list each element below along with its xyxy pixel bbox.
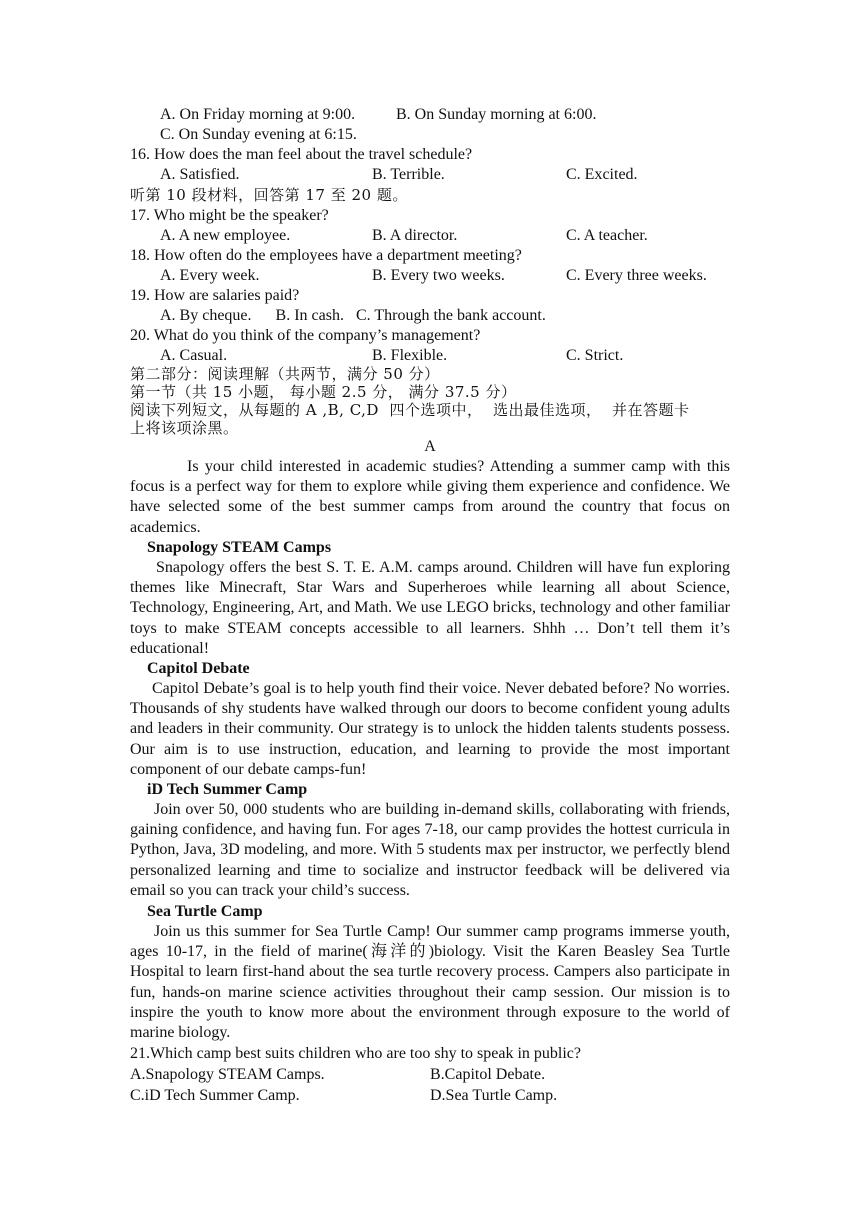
camp-heading-id-tech: iD Tech Summer Camp: [147, 781, 308, 798]
camp-heading-capitol-debate: Capitol Debate: [147, 660, 250, 677]
q16-option-a: A. Satisfied.: [160, 166, 240, 183]
part-2-heading: 第二部分：阅读理解（共两节，满分 50 分）: [130, 365, 440, 383]
q17-option-b: B. A director.: [372, 227, 458, 244]
q21-stem: 21.Which camp best suits children who are too shy to speak in public?: [130, 1045, 582, 1062]
camp-text-id-tech: Join over 50, 000 students who are building in-demand skills, collaborating with friends, gaining confidence, and having fun. For ages 7-18, our camp provides the hottest curricula in Python, Java, 3D modeling, and more. With 5 students max per instructor, we perfectly blend personalized learning and time to socialize and instructor feedback will be delivered via email so you can track your child’s success.: [130, 801, 730, 899]
q15-option-row-1: [160, 105, 597, 125]
q21-option-a: A.Snapology STEAM Camps.: [130, 1066, 325, 1083]
passage-label: A: [424, 438, 436, 455]
q16-option-b: B. Terrible.: [372, 166, 445, 183]
q20-stem: 20. What do you think of the company’s management?: [130, 327, 481, 344]
q20-option-c: C. Strict.: [566, 347, 624, 364]
q20-option-a: A. Casual.: [160, 347, 228, 364]
passage-intro: Is your child interested in academic studies? Attending a summer camp with this focus is a perfect way for them to explore while giving them experience and confidence. We have selected some of the best summer camps from around the country that focus on academics.: [130, 458, 730, 536]
reading-instruction-line-2: 上将该项涂黑。: [130, 419, 239, 437]
q20-option-b: B. Flexible.: [372, 347, 448, 364]
q16-option-c: C. Excited.: [566, 166, 638, 183]
q18-option-a: A. Every week.: [160, 267, 260, 284]
q15-option-c: C. On Sunday evening at 6:15.: [160, 126, 357, 143]
camp-text-sea-turtle: Join us this summer for Sea Turtle Camp! Our summer camp programs immerse youth, ages 10-17, in the field of marine(海洋的)biology. Visit the Karen Beasley Sea Turtle Hospital to learn first-hand about the sea turtle recovery process. Campers also participate in fun, hands-on marine science activities throughout their camp session. Our mission is to inspire the youth to know more about the environment through exposure to the world of marine biology.: [130, 923, 730, 1042]
q15-option-b: B. On Sunday morning at 6:00.: [396, 106, 597, 123]
camp-heading-snapology: Snapology STEAM Camps: [147, 539, 332, 556]
section-10-instruction: 听第 10 段材料，回答第 17 至 20 题。: [130, 186, 408, 204]
q18-option-c: C. Every three weeks.: [566, 267, 707, 284]
q21-option-c: C.iD Tech Summer Camp.: [130, 1087, 300, 1104]
q15-option-a: A. On Friday morning at 9:00.: [160, 106, 356, 123]
section-1-heading: 第一节（共 15 小题， 每小题 2.5 分， 满分 37.5 分）: [130, 383, 517, 401]
camp-heading-sea-turtle: Sea Turtle Camp: [147, 903, 263, 920]
q21-option-d: D.Sea Turtle Camp.: [430, 1087, 558, 1104]
q17-option-c: C. A teacher.: [566, 227, 648, 244]
q21-option-b: B.Capitol Debate.: [430, 1066, 546, 1083]
q18-option-b: B. Every two weeks.: [372, 267, 505, 284]
q17-option-a: A. A new employee.: [160, 227, 291, 244]
reading-instruction-line-1: 阅读下列短文，从每题的 A ,B, C,D 四个选项中， 选出最佳选项， 并在答题卡: [130, 401, 690, 419]
q19-stem: 19. How are salaries paid?: [130, 287, 300, 304]
camp-text-capitol-debate: Capitol Debate’s goal is to help youth find their voice. Never debated before? No worries. Thousands of shy students have walked through our doors to become confident young adults and leaders in their community. Our strategy is to unlock the hidden talents students possess. Our aim is to use instruction, education, and learning to provide the most important component of our debate camps-fun!: [130, 680, 730, 778]
q17-stem: 17. Who might be the speaker?: [130, 207, 329, 224]
q16-stem: 16. How does the man feel about the travel schedule?: [130, 146, 473, 163]
q19-options: A. By cheque. B. In cash. C. Through the bank account.: [160, 307, 546, 324]
camp-text-snapology: Snapology offers the best S. T. E. A.M. camps around. Children will have fun exploring themes like Minecraft, Star Wars and Superheroes while learning all about Science, Technology, Engineering, Art, and Math. We use LEGO bricks, technology and other familiar toys to make STEAM concepts accessible to all learners. Shhh … Don’t tell them it’s educational!: [130, 559, 730, 657]
q18-stem: 18. How often do the employees have a department meeting?: [130, 247, 522, 264]
